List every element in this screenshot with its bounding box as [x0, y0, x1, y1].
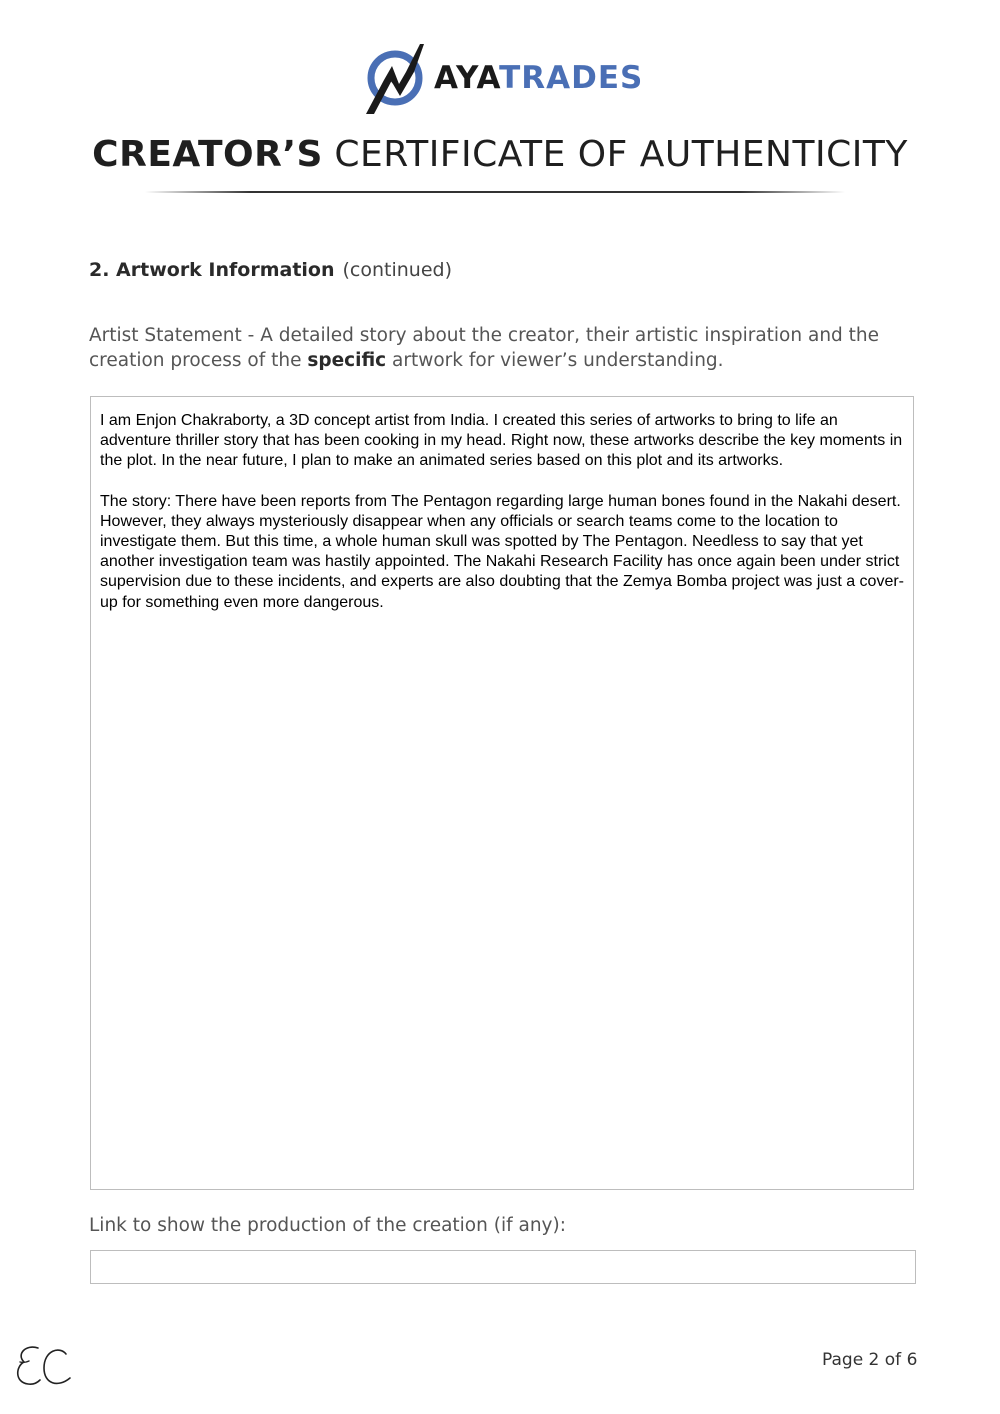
artist-statement-label-emphasis: specific: [307, 350, 387, 371]
section-heading-text: 2. Artwork Information: [89, 259, 335, 281]
ayatrades-logo-icon: [362, 40, 424, 116]
brand-name: [434, 59, 644, 96]
brand-name-part2: TRADES: [499, 59, 644, 96]
artist-statement-label-end: artwork for viewer’s understanding.: [386, 350, 724, 371]
section-heading: [89, 259, 452, 281]
certificate-title-bold: CREATOR’S: [92, 134, 323, 175]
artist-statement-label: [89, 323, 889, 373]
production-link-field[interactable]: [90, 1250, 916, 1284]
page-number: Page 2 of 6: [822, 1350, 918, 1370]
artist-statement-field[interactable]: [90, 396, 914, 1190]
certificate-title: [0, 133, 1000, 177]
section-heading-suffix: (continued): [342, 259, 453, 281]
brand-name-part1: AYA: [434, 59, 500, 96]
artist-statement-paragraph-2: The story: There have been reports from The Pentagon regarding large human bones found in the Nakahi desert. However, they always mysteriously disappear when any officials or search teams come to the location to investigate them. But this time, a whole human skull was spotted by The Pentagon. Needless to say that yet another investigation team was hastily appointed. The Nakahi Research Facility has once again been under strict supervision due to these incidents, and experts are also doubting that the Zemya Bomba project was just a cover-up for something even more dangerous.: [100, 492, 904, 611]
certificate-title-light: CERTIFICATE OF AUTHENTICITY: [334, 134, 908, 175]
brand-logo: [362, 40, 643, 116]
title-divider: [145, 191, 845, 193]
artist-statement-label-start: Artist Statement - A detailed story about the creator, their artistic inspiration and the creation process of the: [89, 325, 880, 371]
handwritten-initials-signature: [14, 1340, 74, 1392]
production-link-label: Link to show the production of the creation (if any):: [89, 1215, 566, 1236]
artist-statement-paragraph-1: I am Enjon Chakraborty, a 3D concept artist from India. I created this series of artworks to bring to life an adventure thriller story that has been cooking in my head. Right now, these artworks describe the key moments in the plot. In the near future, I plan to make an animated series based on this plot and its artworks.: [100, 412, 903, 470]
